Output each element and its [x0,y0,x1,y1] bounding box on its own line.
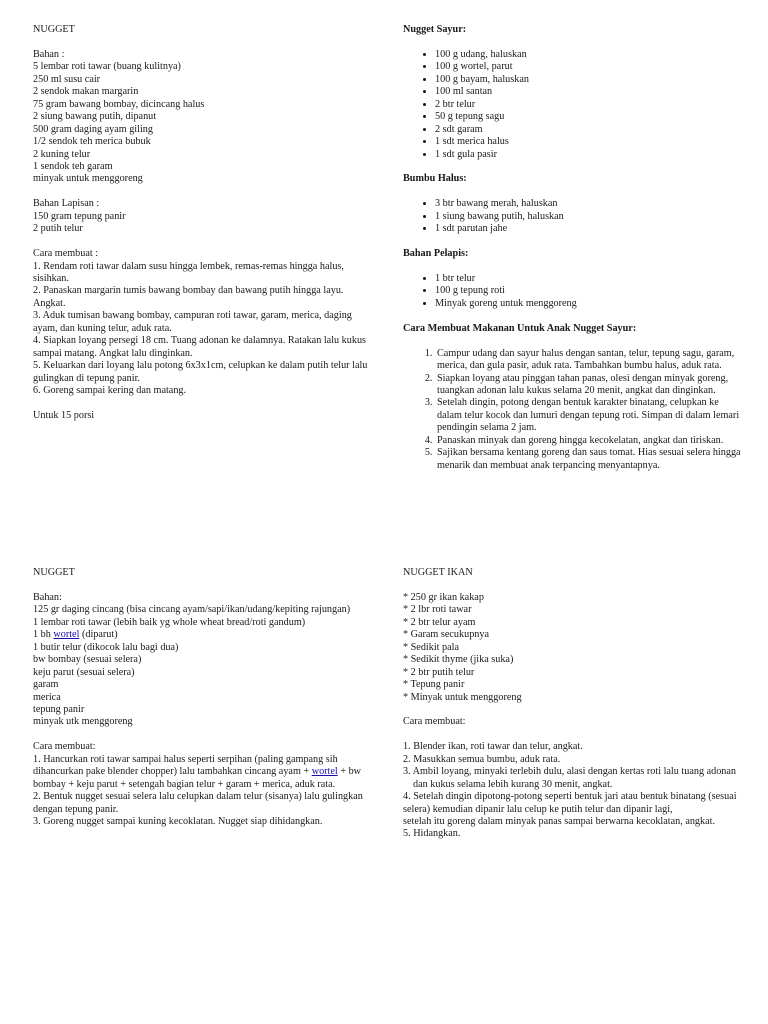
ingredient-line: 1 sendok teh garam [33,160,113,172]
method-step: 3. Setelah dingin, potong dengan bentuk karakter binatang, celupkan ke dalam telur kocok dan lumuri dengan tepung roti. Simpan di dalam lemari pendingin selama 2 jam. [435,397,743,434]
ingredient-line: * Sedikit pala [403,641,460,653]
ingredient-line: * Minyak untuk menggoreng [403,691,522,703]
ingredient-line: * 2 btr putih telur [403,666,475,678]
list-item: • 1 sdt parutan jahe [435,223,743,235]
coating-line: 2 putih telur [33,223,83,235]
ingredient-line: 2 sendok makan margarin [33,86,139,98]
method-label: Cara Membuat Makanan Untuk Anak Nugget Sayur: [403,322,637,334]
ingredients-list [403,49,743,161]
list-item: • 100 g tepung roti [435,285,743,297]
ingredient-line: 125 gr daging cincang (bisa cincang ayam/sapi/ikan/udang/kepiting rajungan) [33,604,351,616]
ingredient-line: 2 siung bawang putih, dipanut [33,111,157,123]
method-step: setelah itu goreng dalam minyak panas sampai berwarna kecoklatan, angkat. [403,816,716,828]
ingredient-line: 500 gram daging ayam giling [33,123,153,135]
list-item: • 1 sdt merica halus [435,136,743,148]
ingredient-text: 1 bh [33,629,54,641]
ingredient-line: keju parut (sesuai selera) [33,666,135,678]
ingredient-line: 1/2 sendok teh merica bubuk [33,136,151,148]
ingredient-line: bw bombay (sesuai selera) [33,654,142,666]
method-step: 5. Hidangkan. [403,828,461,840]
method-step: 2. Panaskan margarin tumis bawang bombay dan bawang putih hingga layu. Angkat. [33,285,344,309]
ingredient-line: * Garam secukupnya [403,629,489,641]
list-item: • 2 sdt garam [435,124,743,136]
method-step: 4. Panaskan minyak dan goreng hingga kecokelatan, angkat dan tiriskan. [435,435,743,447]
list-item: • 50 g tepung sagu [435,111,743,123]
list-item: • 100 g udang, haluskan [435,49,743,61]
recipe-title: NUGGET [33,24,75,35]
recipe-title: NUGGET IKAN [403,567,473,578]
recipe-title: Nugget Sayur: [403,24,467,35]
method-step: 5. Keluarkan dari loyang lalu potong 6x3x1cm, celupkan ke dalam putih telur lalu gulingkan di tepung panir. [33,360,368,384]
ingredient-line: merica [33,691,61,703]
ingredient-line: minyak untuk menggoreng [33,173,143,185]
method-step: 6. Goreng sampai kering dan matang. [33,385,187,397]
ingredient-line: tepung panir [33,703,85,715]
list-item: • 1 btr telur [435,273,743,285]
method-step [33,754,373,791]
method-list [403,348,743,473]
method-step: 1. Blender ikan, roti tawar dan telur, angkat. [403,741,583,753]
ingredients-label: Bahan: [33,591,62,603]
method-step: 2. Masukkan semua bumbu, aduk rata. [403,753,561,765]
method-step: 1. Campur udang dan sayur halus dengan santan, telur, tepung sagu, garam, merica, dan gula pasir, aduk rata. Tambahkan bumbu halus, aduk rata. [435,348,743,373]
method-step: 2. Bentuk nugget sesuai selera lalu celupkan dalam telur (sisanya) lalu gulingkan dengan tepung panir. [33,791,363,815]
wortel-link[interactable]: wortel [53,629,80,641]
method-step: 1. Rendam roti tawar dalam susu hingga lembek, remas-remas hingga halus, sisihkan. [33,260,344,285]
ingredient-line: * 2 lbr roti tawar [403,604,472,616]
method-step: 4. Siapkan loyang persegi 18 cm. Tuang adonan ke dalamnya. Ratakan lalu kukus sampai matang. Angkat lalu dinginkan. [33,335,367,359]
ingredient-line: * 250 gr ikan kakap [403,591,484,603]
method-label: Cara membuat: [33,741,96,753]
list-item: • 3 btr bawang merah, haluskan [435,198,743,210]
ingredient-line: * Tepung panir [403,679,465,691]
coating-label: Bahan Lapisan : [33,198,100,210]
ingredient-line [33,629,373,641]
ingredient-line: 1 lembar roti tawar (lebih baik yg whole wheat bread/roti gandum) [33,616,306,628]
method-text: + bw bombay + keju parut + setengah bagian telur + garam + merica, aduk rata. [33,766,362,790]
coating-list [403,273,743,310]
recipe-nugget-2 [33,567,373,828]
recipe-nugget-sayur [403,24,743,472]
ingredient-line: * Sedikit thyme (jika suka) [403,654,514,666]
list-item: • Minyak goreng untuk menggoreng [435,298,743,310]
list-item: • 2 btr telur [435,99,743,111]
ingredient-line: 250 ml susu cair [33,73,101,85]
method-step: 4. Setelah dingin dipotong-potong seperti bentuk jari atau bentuk binatang (sesuai selera) kemudian dipanir lalu celup ke putih telur dan dipanir lagi, [403,791,737,815]
list-item: • 100 g wortel, parut [435,61,743,73]
method-label: Cara membuat : [33,248,99,260]
method-step: 5. Sajikan bersama kentang goreng dan saus tomat. Hias sesuai selera hingga menarik dan membuat anak terpancing menyantapnya. [435,447,743,472]
recipe-nugget-ikan [403,567,743,841]
method-step: 3. Aduk tumisan bawang bombay, campuran roti tawar, garam, merica, daging ayam, dan kuning telur, aduk rata. [33,310,352,334]
ingredient-line: minyak utk menggoreng [33,716,133,728]
ingredient-line: * 2 btr telur ayam [403,616,476,628]
method-step: 2. Siapkan loyang atau pinggan tahan panas, olesi dengan minyak goreng, tuangkan adonan lalu kukus selama 20 menit, angkat dan dinginkan. [435,373,743,398]
coating-label: Bahan Pelapis: [403,248,469,260]
list-item: • 100 ml santan [435,86,743,98]
spice-list [403,198,743,235]
recipe-nugget-1 [33,24,373,422]
method-step: 3. Ambil loyang, minyaki terlebih dulu, alasi dengan kertas roti lalu tuang adonan dan kukus selama lebih kurang 30 menit, angkat. [403,766,736,790]
list-item: • 1 sdt gula pasir [435,149,743,161]
ingredient-line: 1 butir telur (dikocok lalu bagi dua) [33,641,179,653]
recipe-title: NUGGET [33,567,75,578]
ingredient-line: 75 gram bawang bombay, dicincang halus [33,98,205,110]
list-item: • 100 g bayam, haluskan [435,74,743,86]
method-label: Cara membuat: [403,716,466,728]
list-item: • 1 siung bawang putih, haluskan [435,211,743,223]
wortel-link[interactable]: wortel [311,766,338,778]
ingredients-label: Bahan : [33,48,65,60]
method-step: 3. Goreng nugget sampai kuning kecoklatan. Nugget siap dihidangkan. [33,816,323,828]
ingredient-line: 5 lembar roti tawar (buang kulitnya) [33,61,181,73]
ingredient-line: garam [33,679,59,691]
coating-line: 150 gram tepung panir [33,210,126,222]
servings-note: Untuk 15 porsi [33,409,95,421]
spice-label: Bumbu Halus: [403,173,467,185]
method-text: 1. Hancurkan roti tawar sampai halus seperti serpihan (paling gampang sih dihancurkan pake blender chopper) lalu tambahkan cincang ayam + [33,753,338,778]
ingredient-line: 2 kuning telur [33,148,91,160]
ingredient-text: (diparut) [79,629,118,641]
